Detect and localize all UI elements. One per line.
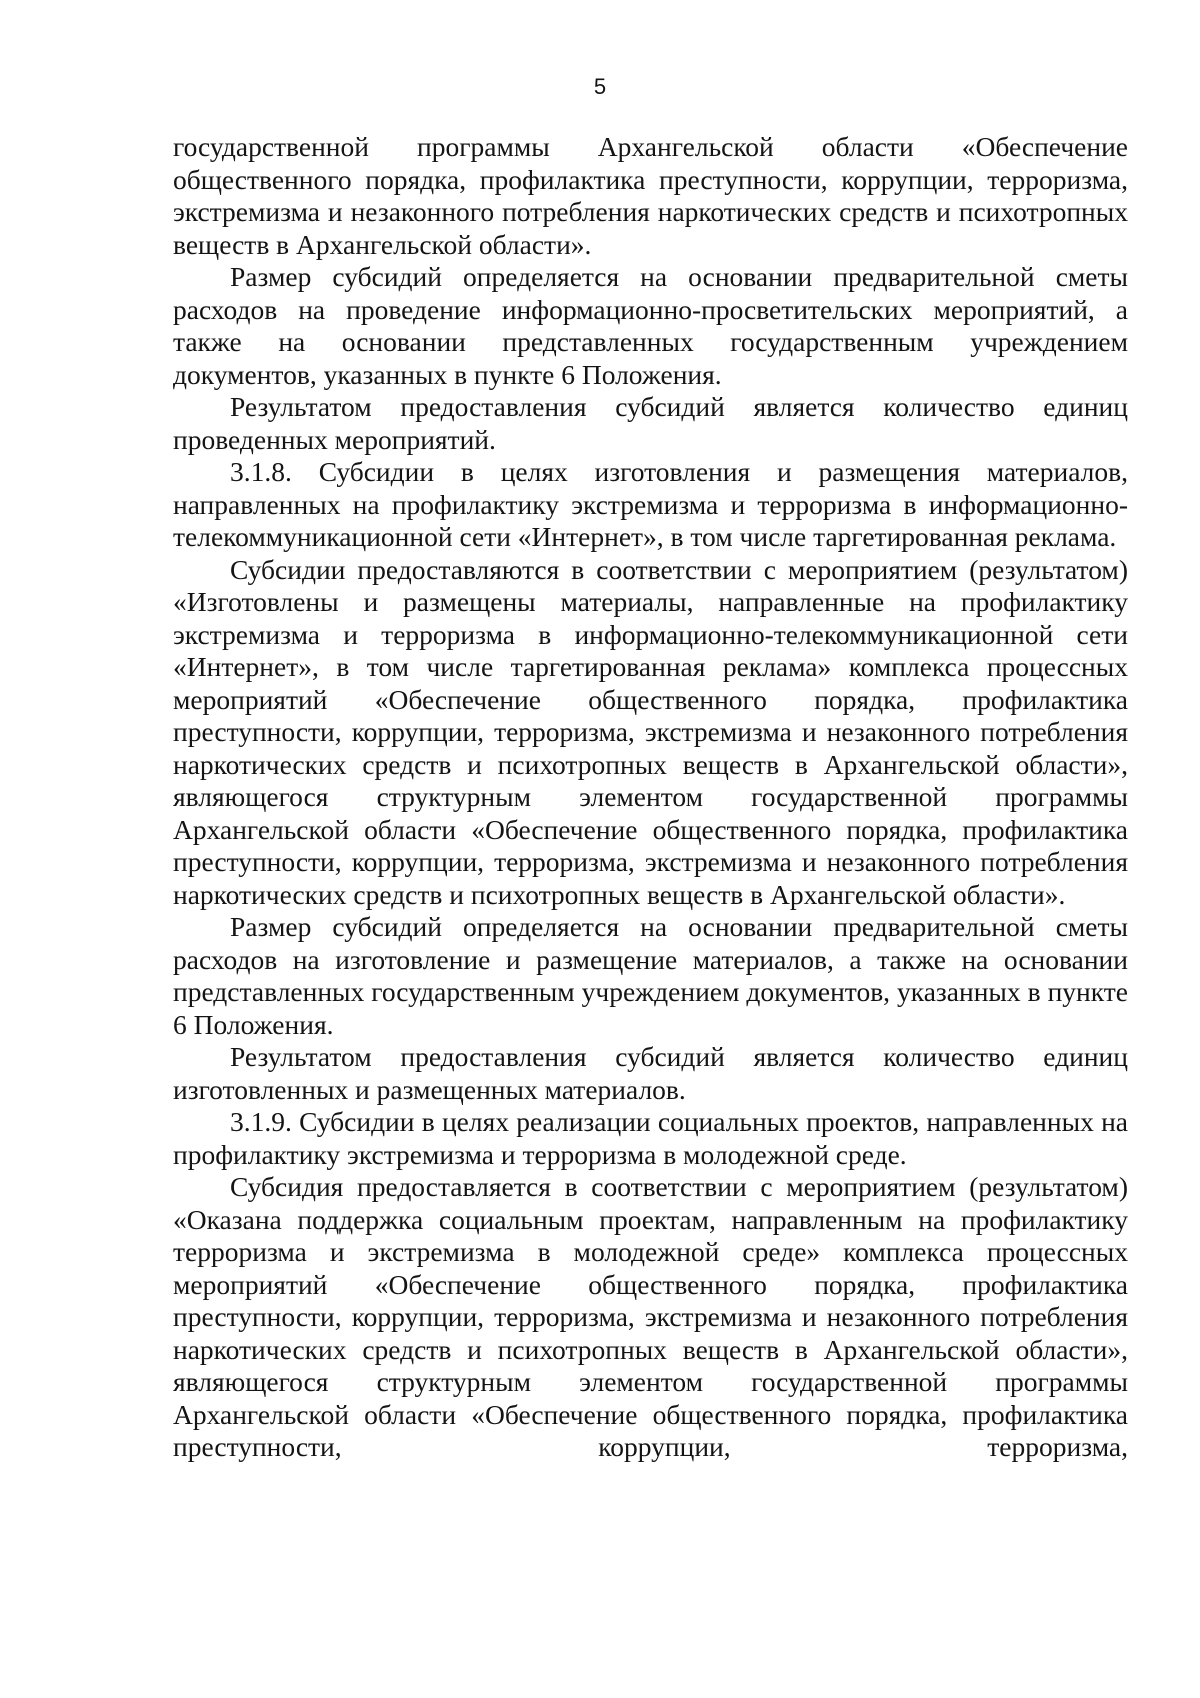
- page-number: 5: [593, 74, 607, 99]
- clause-3-1-9: 3.1.9. Субсидии в целях реализации социальных проектов, направленных на профилактику экстремизма и терроризма в молодежной среде.: [173, 1106, 1128, 1170]
- paragraph-subsidy-provision: Субсидии предоставляются в соответствии с мероприятием (результатом) «Изготовлены и размещены материалы, направленные на профилактику экстремизма и терроризма в информационно-телекоммуникационной сети «Интернет», в том числе таргетированная реклама» комплекса процессных мероприятий «Обеспечение общественного порядка, профилактика преступности, коррупции, терроризма, экстремизма и незаконного потребления наркотических средств и психотропных веществ в Архангельской области», являющегося структурным элементом государственной программы Архангельской области «Обеспечение общественного порядка, профилактика преступности, коррупции, терроризма, экстремизма и незаконного потребления наркотических средств и психотропных веществ в Архангельской области».: [173, 553, 1128, 910]
- paragraph-subsidy-result: Результатом предоставления субсидий является количество единиц проведенных мероприятий.: [173, 391, 1128, 455]
- paragraph-continuation: государственной программы Архангельской области «Обеспечение общественного порядка, профилактика преступности, коррупции, терроризма, экстремизма и незаконного потребления наркотических средств и психотропных веществ в Архангельской области».: [173, 131, 1128, 260]
- clause-3-1-8: 3.1.8. Субсидии в целях изготовления и размещения материалов, направленных на профилактику экстремизма и терроризма в информационно-телекоммуникационной сети «Интернет», в том числе таргетированная реклама.: [173, 456, 1128, 552]
- paragraph-subsidy-size-materials: Размер субсидий определяется на основании предварительной сметы расходов на изготовление и размещение материалов, а также на основании представленных государственным учреждением документов, указанных в пункте 6 Положения.: [173, 911, 1128, 1040]
- paragraph-subsidy-result-materials: Результатом предоставления субсидий является количество единиц изготовленных и размещенных материалов.: [173, 1041, 1128, 1105]
- paragraph-subsidy-provision-projects: Субсидия предоставляется в соответствии с мероприятием (результатом) «Оказана поддержка социальным проектам, направленным на профилактику терроризма и экстремизма в молодежной среде» комплекса процессных мероприятий «Обеспечение общественного порядка, профилактика преступности, коррупции, терроризма, экстремизма и незаконного потребления наркотических средств и психотропных веществ в Архангельской области», являющегося структурным элементом государственной программы Архангельской области «Обеспечение общественного порядка, профилактика преступности, коррупции, терроризма,: [173, 1171, 1128, 1462]
- paragraph-subsidy-size: Размер субсидий определяется на основании предварительной сметы расходов на проведение информационно-просветительских мероприятий, а также на основании представленных государственным учреждением документов, указанных в пункте 6 Положения.: [173, 261, 1128, 390]
- body-text: [173, 131, 1128, 1464]
